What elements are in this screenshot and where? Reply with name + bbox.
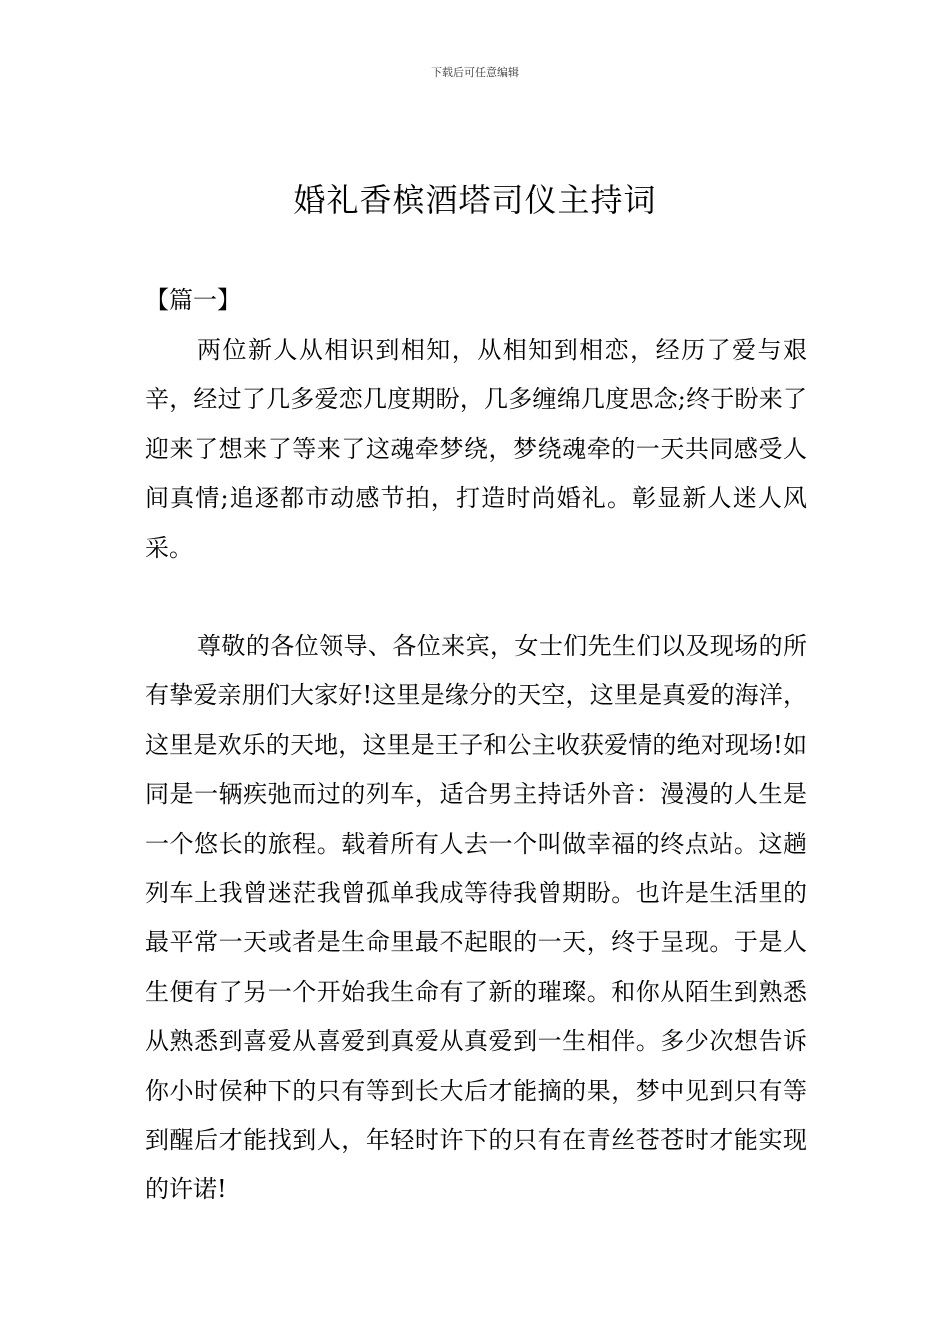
section-label: 【篇一】 xyxy=(145,286,241,314)
body-paragraph: 尊敬的各位领导、各位来宾，女士们先生们以及现场的所有挚爱亲朋们大家好!这里是缘分的天空，这里是真爱的海洋，这里是欢乐的天地，这里是王子和公主收获爱情的绝对现场!如同是一辆疾弛而过的列车，适合男主持话外音：漫漫的人生是一个悠长的旅程。载着所有人去一个叫做幸福的终点站。这趟列车上我曾迷茫我曾孤单我成等待我曾期盼。也许是生活里的最平常一天或者是生命里最不起眼的一天，终于呈现。于是人生便有了另一个开始我生命有了新的璀璨。和你从陌生到熟悉从熟悉到喜爱从喜爱到真爱从真爱到一生相伴。多少次想告诉你小时侯种下的只有等到长大后才能摘的果，梦中见到只有等到醒后才能找到人，年轻时许下的只有在青丝苍苍时才能实现的许诺! xyxy=(145,632,807,1204)
header-note: 下载后可任意编辑 xyxy=(431,66,519,79)
body-paragraph: 两位新人从相识到相知，从相知到相恋，经历了爱与艰辛，经过了几多爱恋几度期盼，几多缠绵几度思念;终于盼来了迎来了想来了等来了这魂牵梦绕，梦绕魂牵的一天共同感受人间真情;追逐都市动感节拍，打造时尚婚礼。彰显新人迷人风采。 xyxy=(145,336,807,562)
document-title: 婚礼香槟酒塔司仪主持词 xyxy=(293,181,657,219)
